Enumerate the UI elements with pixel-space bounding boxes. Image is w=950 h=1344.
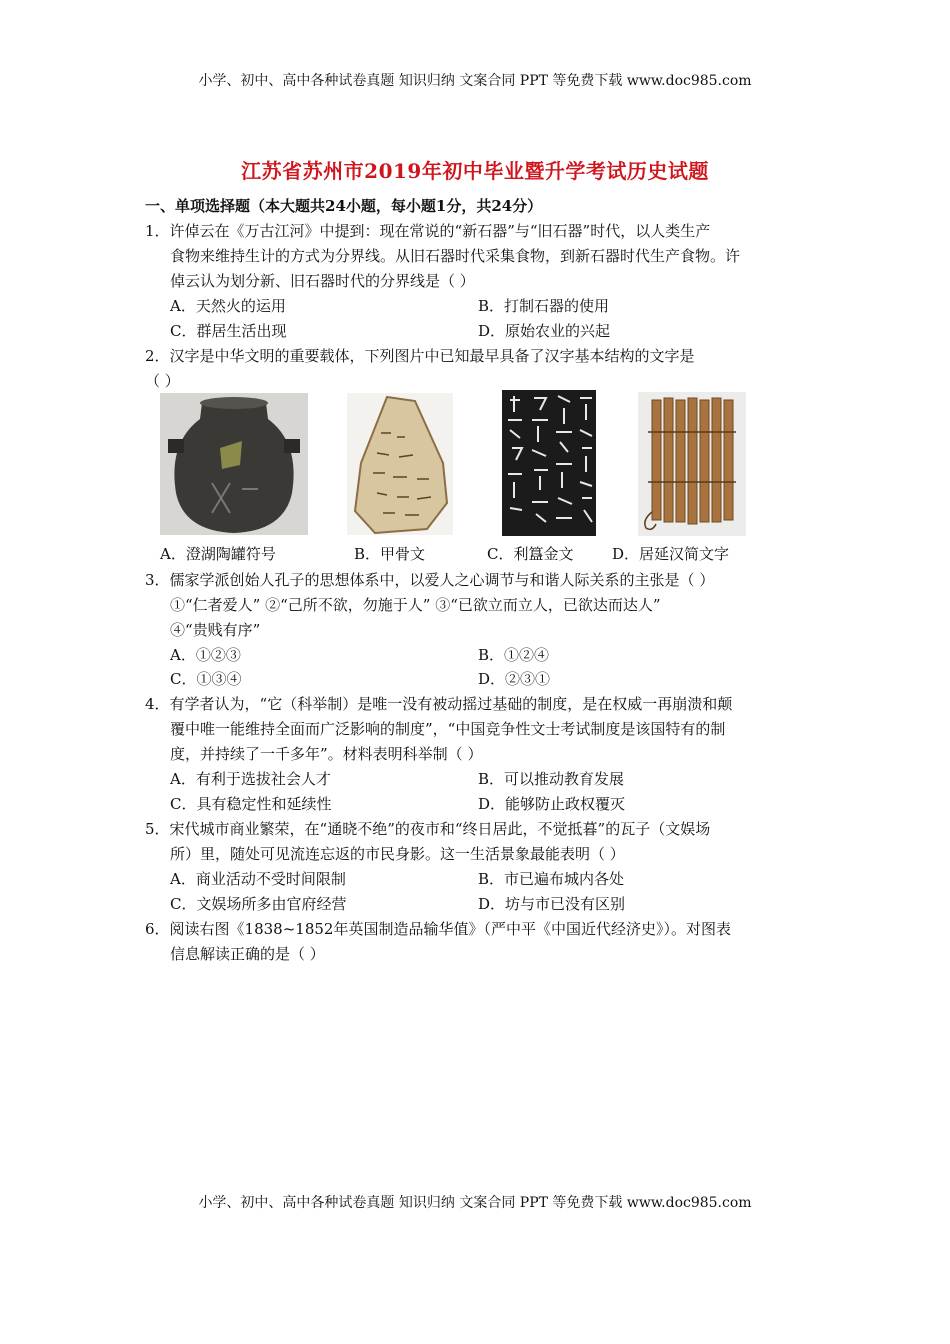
section-heading: 一、单项选择题（本大题共24小题，每小题1分，共24分） [145, 197, 543, 215]
q2-option-b: B．甲骨文 [354, 545, 426, 563]
q1-option-d: D．原始农业的兴起 [478, 322, 611, 340]
q3-line-2: ①“仁者爱人” ②“己所不欲，勿施于人” ③“已欲立而立人，已欲达而达人” [170, 596, 661, 614]
q5-line-2: 所）里，随处可见流连忘返的市民身影。这一生活景象最能表明（ ） [170, 845, 625, 863]
oracle-bone-image [347, 393, 453, 535]
q4-option-b: B．可以推动教育发展 [478, 770, 625, 788]
q3-option-d: D．②③① [478, 670, 551, 688]
q3-option-b: B．①②④ [478, 646, 550, 664]
q5-option-b: B．市已遍布城内各处 [478, 870, 625, 888]
pottery-jar-image [160, 393, 308, 535]
bronze-inscription-image [502, 390, 596, 536]
q3-line-3: ④“贵贱有序” [170, 621, 261, 639]
q4-line-1: 4．有学者认为，“它（科举制）是唯一没有被动摇过基础的制度，是在权威一再崩溃和颠 [145, 695, 733, 713]
q2-option-a: A．澄湖陶罐符号 [160, 545, 276, 563]
q4-option-d: D．能够防止政权覆灭 [478, 795, 626, 813]
q1-line-2: 食物来维持生计的方式为分界线。从旧石器时代采集食物，到新石器时代生产食物。许 [170, 247, 741, 265]
bamboo-slips-image [638, 392, 746, 536]
q5-option-c: C．文娱场所多由官府经营 [170, 895, 347, 913]
page-title: 江苏省苏州市2019年初中毕业暨升学考试历史试题 [241, 159, 709, 183]
q4-line-3: 度，并持续了一千多年”。材料表明科举制（ ） [170, 745, 483, 763]
q2-line-1: 2．汉字是中华文明的重要载体，下列图片中已知最早具备了汉字基本结构的文字是 [145, 347, 695, 365]
q5-option-d: D．坊与市已没有区别 [478, 895, 626, 913]
q1-option-b: B．打制石器的使用 [478, 297, 610, 315]
q6-line-2: 信息解读正确的是（ ） [170, 945, 325, 963]
q3-line-1: 3．儒家学派创始人孔子的思想体系中，以爱人之心调节与和谐人际关系的主张是（ ） [145, 571, 715, 589]
page-footer: 小学、初中、高中各种试卷真题 知识归纳 文案合同 PPT 等免费下载 www.doc985.com [198, 1195, 752, 1211]
q6-line-1: 6．阅读右图《1838~1852年英国制造品输华值》（严中平《中国近代经济史》）。对图表 [145, 920, 731, 938]
q1-line-1: 1．许倬云在《万古江河》中提到：现在常说的“新石器”与“旧石器”时代，以人类生产 [145, 222, 711, 240]
q1-option-c: C．群居生活出现 [170, 322, 287, 340]
q4-line-2: 覆中唯一能维持全面而广泛影响的制度”，“中国竞争性文士考试制度是该国特有的制 [170, 720, 726, 738]
q1-option-a: A．天然火的运用 [170, 297, 286, 315]
q3-option-a: A．①②③ [170, 646, 241, 664]
q4-option-a: A．有利于选拔社会人才 [170, 770, 331, 788]
q5-line-1: 5．宋代城市商业繁荣，在“通晓不绝”的夜市和“终日居此，不觉抵暮”的瓦子（文娱场 [145, 820, 711, 838]
q2-option-d: D．居延汉简文字 [612, 545, 730, 563]
q2-option-c: C．利簋金文 [487, 545, 574, 563]
page-header: 小学、初中、高中各种试卷真题 知识归纳 文案合同 PPT 等免费下载 www.doc985.com [198, 73, 752, 89]
q1-line-3: 倬云认为划分新、旧石器时代的分界线是（ ） [170, 272, 475, 290]
q4-option-c: C．具有稳定性和延续性 [170, 795, 332, 813]
q2-line-2: （ ） [145, 372, 180, 390]
q5-option-a: A．商业活动不受时间限制 [170, 870, 346, 888]
q3-option-c: C．①③④ [170, 670, 242, 688]
